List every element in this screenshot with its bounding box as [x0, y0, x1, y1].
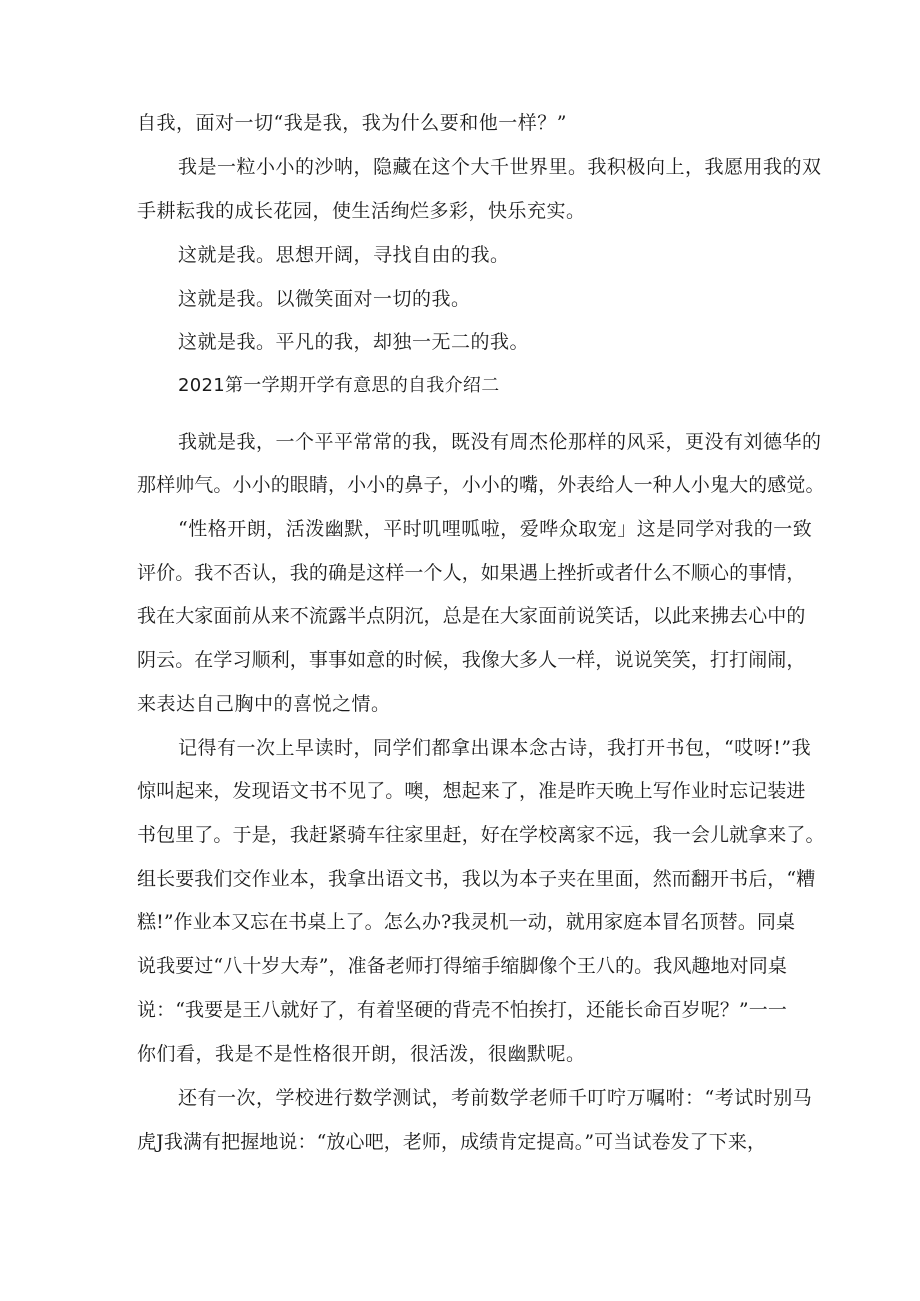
text-line-21: 说：“我要是王八就好了，有着坚硬的背壳不怕挨打，还能长命百岁呢？”一一 [137, 999, 787, 1021]
text-line-2: 我是一粒小小的沙呐，隐藏在这个大千世界里。我积极向上，我愿用我的双 [178, 156, 822, 178]
text-line-19: 糕!”作业本又忘在书桌上了。怎么办?我灵机一动，就用家庭本冒名顶替。同桌 [137, 911, 796, 933]
text-line-5: 这就是我。以微笑面对一切的我。 [178, 288, 471, 310]
text-line-6: 这就是我。平凡的我，却独一无二的我。 [178, 331, 530, 353]
text-line-13: 阴云。在学习顺利，事事如意的时候，我像大多人一样，说说笑笑，打打闹闹， [137, 649, 806, 671]
text-line-20: 说我要过“八十岁大寿”，准备老师打得缩手缩脚像个王八的。我风趣地对同桌 [137, 955, 787, 977]
text-line-24: 虎J我满有把握地说：“放心吧，老师，成绩肯定提高。”可当试卷发了下来， [137, 1131, 767, 1153]
text-line-12: 我在大家面前从来不流露半点阴沉，总是在大家面前说笑话，以此来拂去心中的 [137, 605, 806, 627]
text-line-10: “性格开朗，活泼幽默，平时叽哩呱啦，爱哗众取宠」这是同学对我的一致 [178, 518, 813, 540]
text-line-23: 还有一次，学校进行数学测试，考前数学老师千叮咛万嘱咐：“考试时别马 [178, 1087, 813, 1109]
text-line-8: 我就是我，一个平平常常的我，既没有周杰伦那样的风采，更没有刘德华的 [178, 431, 822, 453]
text-line-4: 这就是我。思想开阔，寻找自由的我。 [178, 244, 510, 266]
text-line-16: 惊叫起来，发现语文书不见了。噢，想起来了，准是昨天晚上写作业时忘记装进 [137, 780, 806, 802]
text-line-1: 自我，面对一切“我是我，我为什么要和他一样？” [137, 112, 567, 134]
text-line-15: 记得有一次上早读时，同学们都拿出课本念古诗，我打开书包，“哎呀!”我 [178, 737, 812, 759]
text-line-14: 来表达自己胸中的喜悦之情。 [137, 693, 391, 715]
text-line-18: 组长要我们交作业本，我拿出语文书，我以为本子夹在里面，然而翻开书后，“糟 [137, 868, 816, 890]
section-heading: 2021第一学期开学有意思的自我介绍二 [178, 375, 500, 396]
text-line-3: 手耕耘我的成长花园，使生活绚烂多彩，快乐充实。 [137, 200, 586, 222]
text-line-9: 那样帅气。小小的眼睛，小小的鼻子，小小的嘴，外表给人一种人小鬼大的感觉。 [137, 474, 825, 496]
text-line-17: 书包里了。于是，我赶紧骑车往家里赶，好在学校离家不远，我一会儿就拿来了。 [137, 824, 825, 846]
text-line-11: 评价。我不否认，我的确是这样一个人，如果遇上挫折或者什么不顺心的事情， [137, 562, 806, 584]
text-line-22: 你们看，我是不是性格很开朗，很活泼，很幽默呢。 [137, 1043, 586, 1065]
